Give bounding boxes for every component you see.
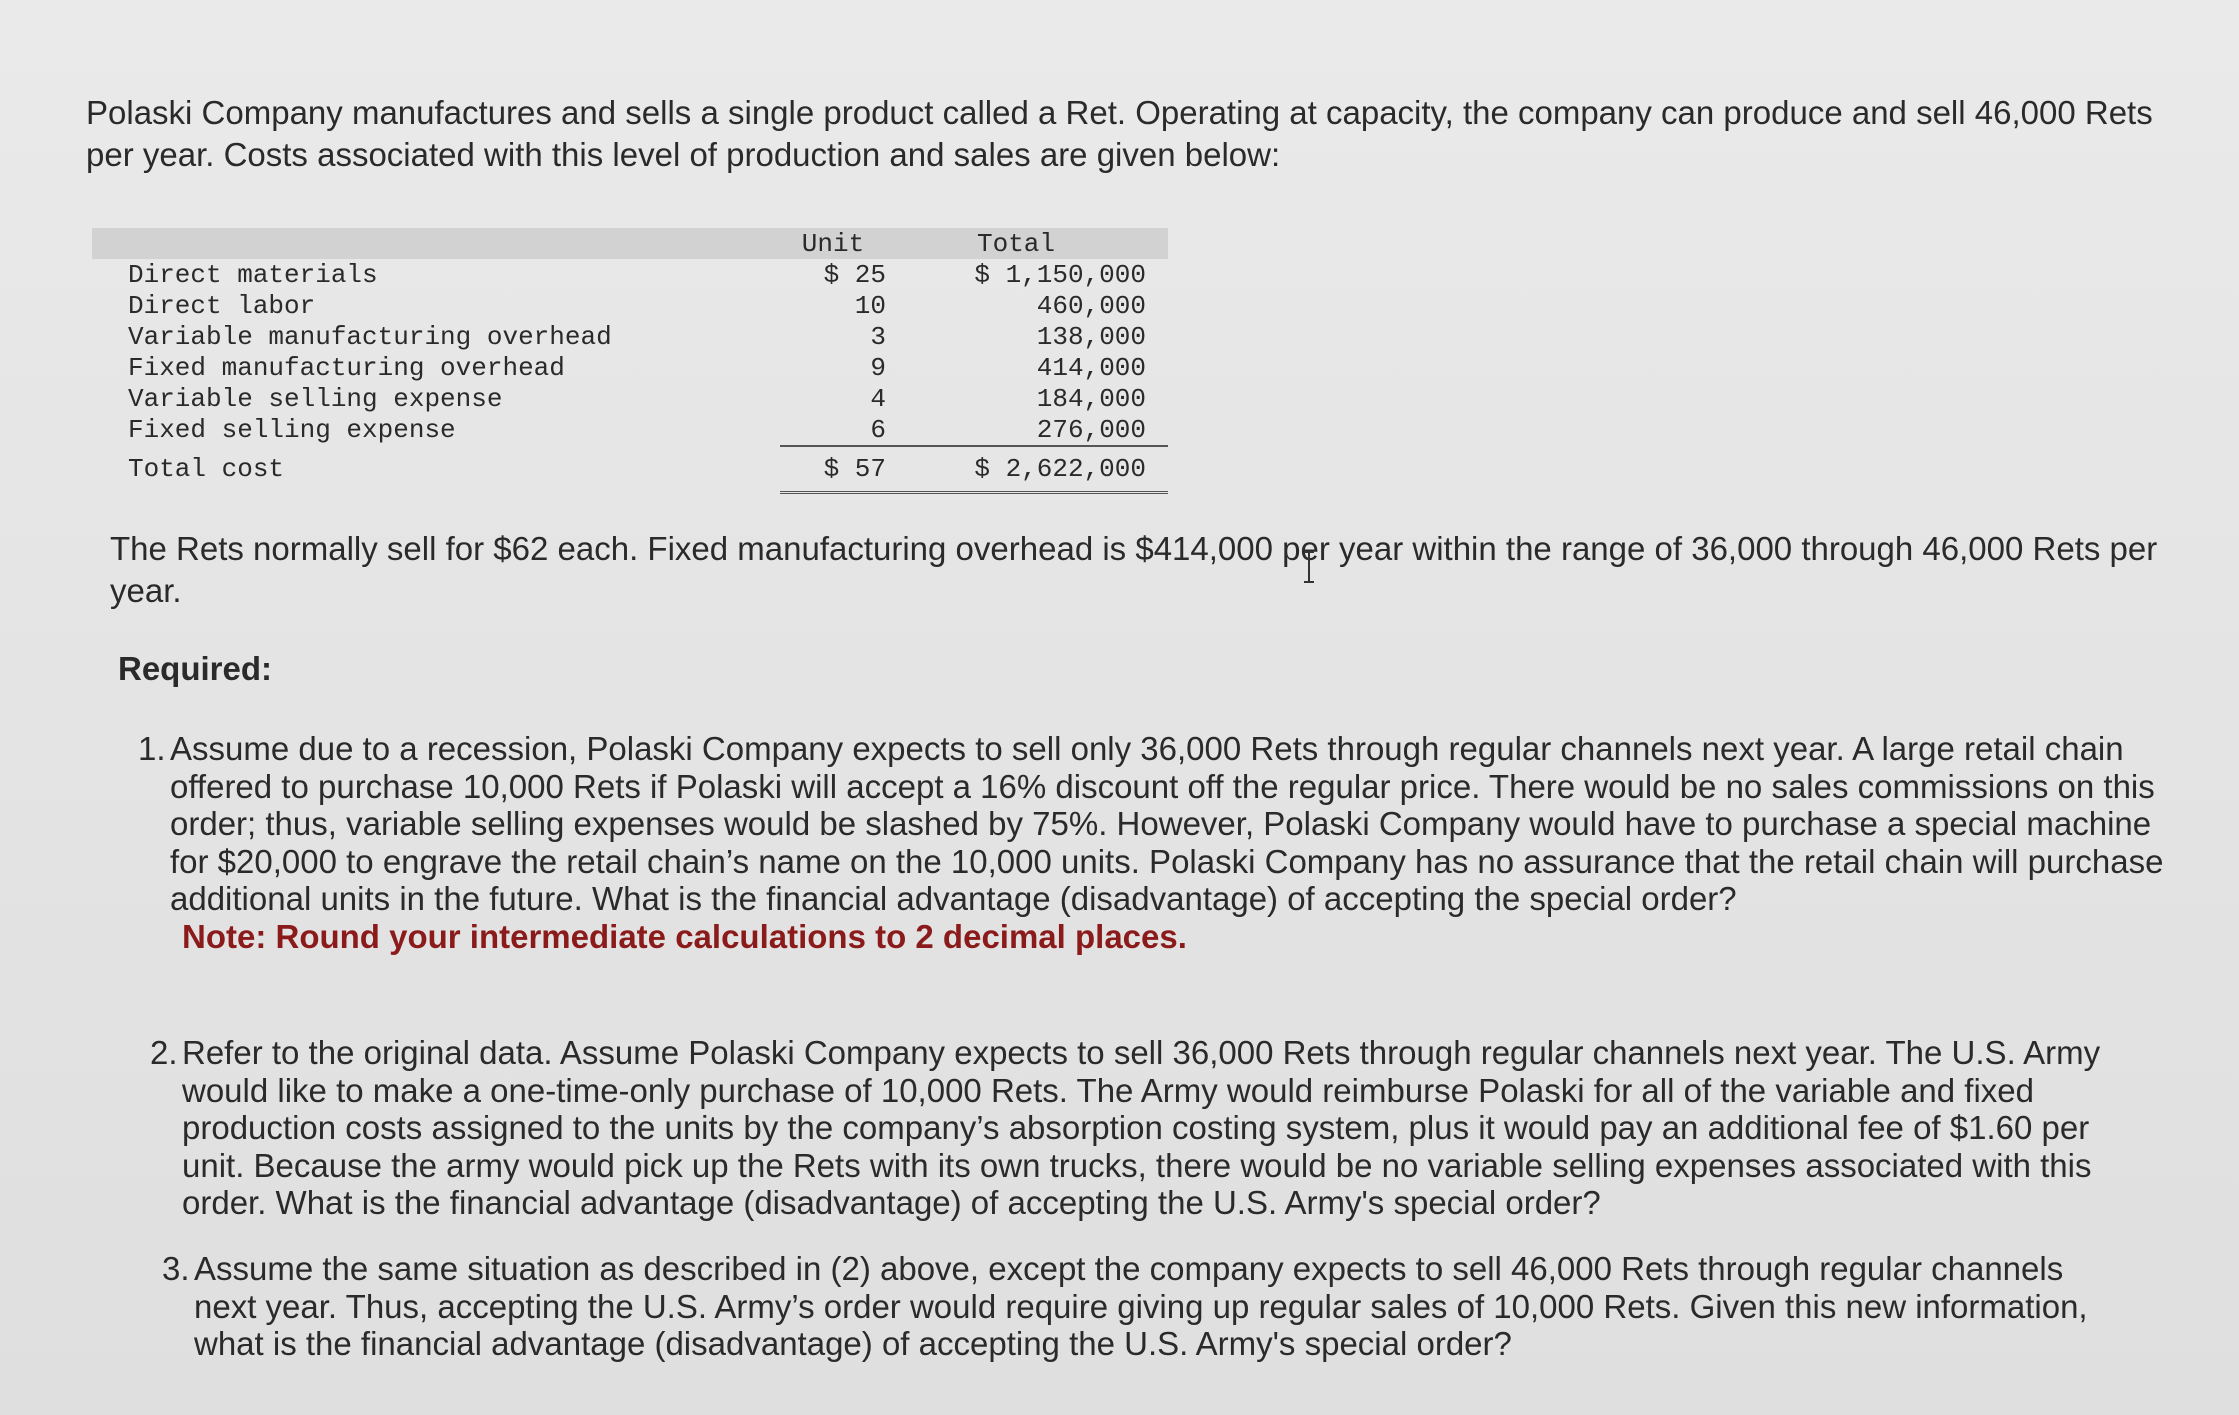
row-total: 138,000	[1036, 321, 1146, 352]
row-unit: 9	[870, 352, 886, 383]
total-total: $ 2,622,000	[886, 446, 1168, 493]
row-total: $ 1,150,000	[974, 259, 1146, 290]
row-total: 276,000	[886, 414, 1168, 446]
row-label: Direct labor	[128, 290, 316, 321]
price-paragraph: The Rets normally sell for $62 each. Fixed manufacturing overhead is $414,000 per year within the range of 36,000 through 46,000 Rets per year.	[110, 530, 2158, 609]
required-heading: Required:	[118, 650, 273, 687]
total-header: Total	[886, 228, 1168, 259]
table-row	[92, 414, 1168, 446]
row-unit: 10	[854, 290, 886, 321]
row-label: Direct materials	[128, 259, 378, 290]
question-number: 3.	[162, 1250, 190, 1287]
row-unit: 4	[870, 383, 886, 414]
row-unit: 3	[870, 321, 886, 352]
row-total: 184,000	[1036, 383, 1146, 414]
row-label: Variable manufacturing overhead	[128, 321, 612, 352]
table-row	[92, 352, 1168, 383]
question-text: Assume the same situation as described in (2) above, except the company expects to sell 46,000 Rets through regular channels next year. Thus, accepting the U.S. Army’s order would require giving up regular sales of 10,000 Rets. Given this new information, what is the financial advantage (disadvantage) of accepting the U.S. Army's special order?	[194, 1250, 2088, 1362]
total-row	[92, 446, 1168, 493]
total-label: Total cost	[128, 454, 285, 485]
question-text: Assume due to a recession, Polaski Company expects to sell only 36,000 Rets through regular channels next year. A large retail chain offered to purchase 10,000 Rets if Polaski will accept a 16% discount off the regular price. There would be no sales commissions on this order; thus, variable selling expenses would be slashed by 75%. However, Polaski Company would have to purchase a special machine for $20,000 to engrave the retail chain’s name on the 10,000 units. Polaski Company has no assurance that the retail chain will purchase additional units in the future. What is the financial advantage (disadvantage) of accepting the special order?	[170, 730, 2164, 917]
row-unit: 6	[780, 414, 886, 446]
row-unit: $ 25	[823, 259, 886, 290]
text-cursor-icon	[1302, 550, 1316, 584]
question-2	[150, 1034, 2150, 1222]
row-label: Variable selling expense	[128, 383, 503, 414]
row-label: Fixed manufacturing overhead	[128, 352, 565, 383]
row-total: 460,000	[1036, 290, 1146, 321]
row-label: Fixed selling expense	[128, 415, 456, 445]
question-number: 2.	[150, 1034, 178, 1071]
rounding-note: Note: Round your intermediate calculations to 2 decimal places.	[182, 917, 1187, 955]
row-total: 414,000	[1036, 352, 1146, 383]
table-row	[92, 290, 1168, 321]
question-number: 1.	[138, 730, 166, 767]
unit-header: Unit	[780, 228, 886, 259]
question-3	[162, 1250, 2122, 1363]
question-text: Refer to the original data. Assume Polaski Company expects to sell 36,000 Rets through regular channels next year. The U.S. Army would like to make a one-time-only purchase of 10,000 Rets. The Army would reimburse Polaski for all of the variable and fixed production costs assigned to the units by the company’s absorption costing system, plus it would pay an additional fee of $1.60 per unit. Because the army would pick up the Rets with its own trucks, there would be no variable selling expenses associated with this order. What is the financial advantage (disadvantage) of accepting the U.S. Army's special order?	[182, 1034, 2101, 1221]
question-1	[138, 730, 2178, 955]
cost-table	[92, 228, 1168, 494]
table-row	[92, 259, 1168, 290]
total-unit: $ 57	[780, 446, 886, 493]
table-row	[92, 383, 1168, 414]
table-row	[92, 321, 1168, 352]
table-header-row	[92, 228, 1168, 259]
intro-paragraph: Polaski Company manufactures and sells a single product called a Ret. Operating at capacity, the company can produce and sell 46,000 Rets per year. Costs associated with this level of production and sales are given below:	[86, 94, 2153, 173]
